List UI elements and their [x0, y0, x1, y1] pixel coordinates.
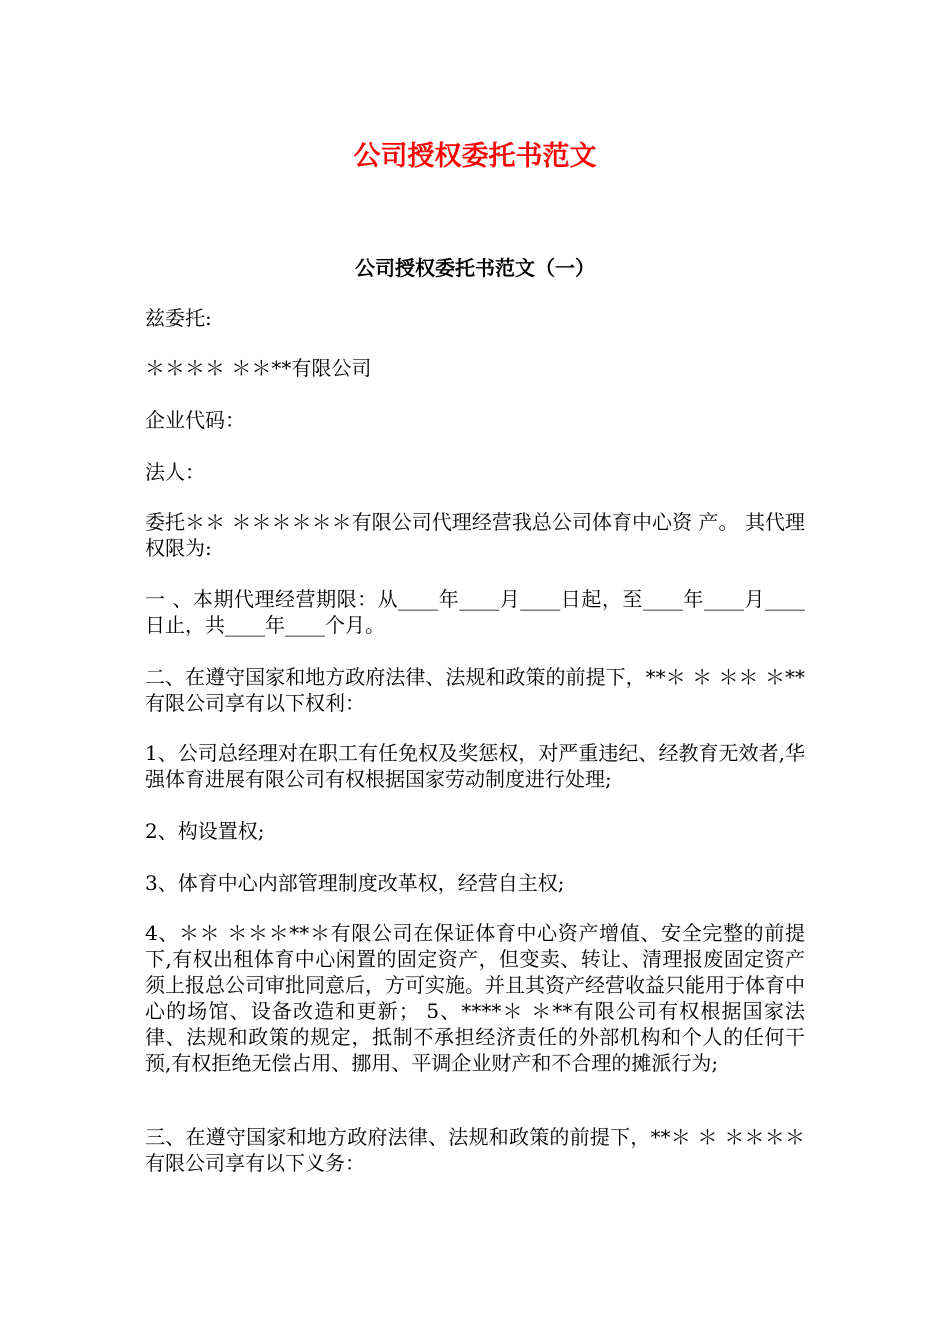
document-title: 公司授权委托书范文	[353, 141, 597, 172]
document-subtitle: 公司授权委托书范文（一）	[355, 256, 595, 280]
paragraph: 三、在遵守国家和地方政府法律、法规和政策的前提下，**＊ ＊ ＊＊＊＊有限公司享有以下义务：	[145, 1125, 805, 1175]
paragraph: 4、＊＊ ＊＊＊**＊有限公司在保证体育中心资产增值、安全完整的前提下,有权出租体育中心闲置的固定资产，但变卖、转让、清理报废固定资产须上报总公司审批同意后，方可实施。并且其资产经营收益只能用于体育中心的场馆、设备改造和更新； 5、****＊ ＊**有限公司有权根据国家法律、法规和政策的规定，抵制不承担经济责任的外部机构和个人的任何干预,有权拒绝无偿占用、挪用、平调企业财产和不合理的摊派行为;	[145, 921, 805, 1075]
paragraph: 1、公司总经理对在职工有任免权及奖惩权，对严重违纪、经教育无效者,华强体育进展有限公司有权根据国家劳动制度进行处理;	[145, 741, 805, 791]
paragraph: 一 、本期代理经营期限：从____年____月____日起，至____年____月____日止，共____年____个月。	[145, 587, 805, 637]
paragraph: 2、构设置权;	[145, 819, 265, 843]
paragraph: 企业代码：	[145, 408, 245, 432]
paragraph: ＊＊＊＊ ＊＊**有限公司	[145, 356, 372, 380]
paragraph: 二、在遵守国家和地方政府法律、法规和政策的前提下，**＊ ＊ ＊＊ ＊**有限公司享有以下权利：	[145, 665, 805, 715]
paragraph: 3、体育中心内部管理制度改革权，经营自主权;	[145, 871, 565, 895]
paragraph: 法人：	[145, 460, 205, 484]
paragraph: 兹委托:	[145, 306, 212, 330]
paragraph: 委托＊＊ ＊＊＊＊＊＊有限公司代理经营我总公司体育中心资 产。 其代理权限为:	[145, 510, 805, 560]
